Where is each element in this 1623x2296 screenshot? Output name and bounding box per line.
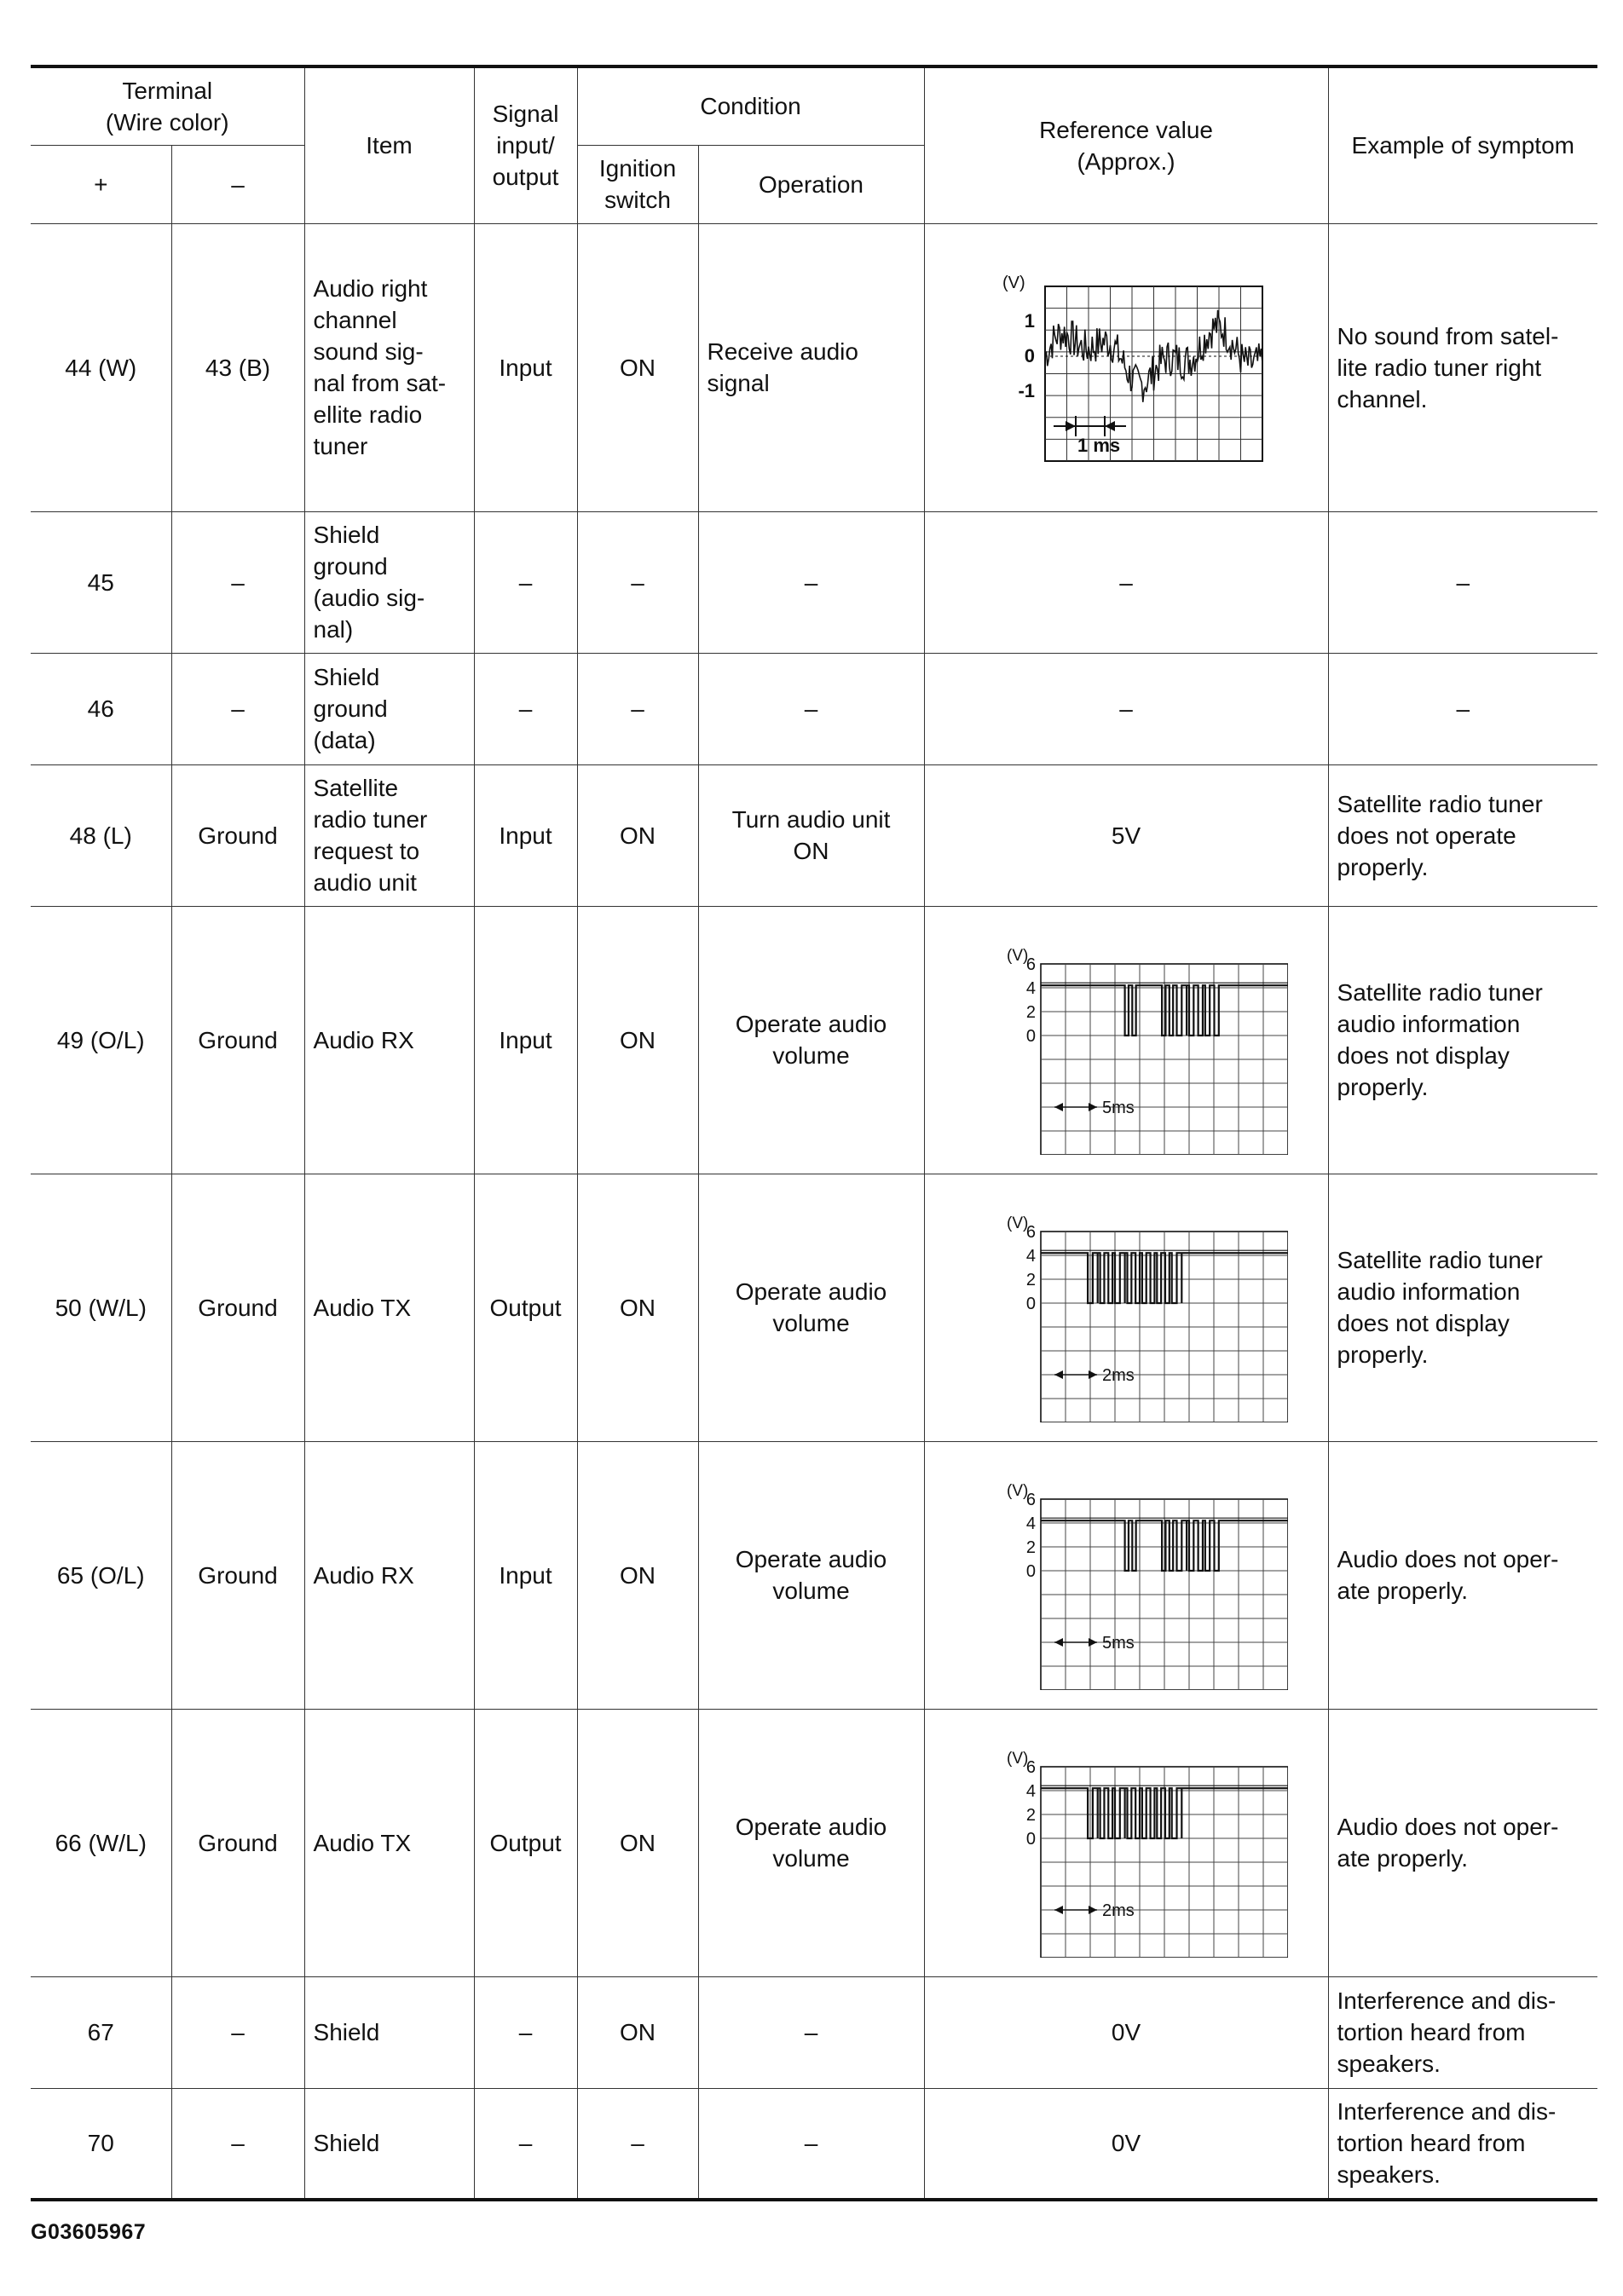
terminal-minus-cell: 43 (B) (171, 223, 304, 511)
ignition-cell: – (577, 653, 698, 764)
header-signal-io-line: output (492, 164, 559, 191)
operation-cell (698, 653, 924, 764)
symptom-line: properly. (1337, 1341, 1429, 1368)
item-cell (304, 2088, 474, 2200)
y-tick-label: 0 (1024, 345, 1036, 366)
reference-cell (924, 906, 1328, 1174)
rx-waveform-oscilloscope (964, 1460, 1288, 1690)
terminal-table (31, 65, 1597, 2201)
time-arrow-right (1089, 1906, 1097, 1914)
symptom-line: ate properly. (1337, 1578, 1469, 1604)
item-line: Audio TX (313, 1294, 412, 1321)
operation-line: – (804, 695, 818, 722)
ignition-cell: ON (577, 1976, 698, 2088)
signal-io-cell: – (474, 653, 577, 764)
header-reference-line: Reference value (1039, 116, 1213, 143)
ignition-cell: ON (577, 764, 698, 906)
terminal-minus-cell: Ground (171, 1174, 304, 1441)
item-line: sound sig- (313, 338, 424, 365)
item-line: ellite radio (313, 401, 423, 428)
symptom-line: channel. (1337, 385, 1428, 412)
header-signal-io (474, 66, 577, 223)
operation-line: – (804, 2130, 818, 2157)
item-line: Shield (313, 2019, 380, 2045)
time-scale-label: 5ms (1102, 1634, 1135, 1653)
terminal-plus-cell: 65 (O/L) (31, 1441, 171, 1709)
scope-unit-label: (V) (1007, 1214, 1029, 1232)
header-ignition-line: Ignition (598, 155, 677, 182)
header-minus: – (171, 145, 304, 223)
operation-line: Operate audio (735, 1011, 887, 1037)
scope-unit-label: (V) (1007, 1750, 1029, 1768)
ignition-cell: – (577, 2088, 698, 2200)
ignition-cell: ON (577, 1174, 698, 1441)
symptom-line: – (1456, 568, 1470, 596)
symptom-cell (1328, 1709, 1597, 1976)
item-line: Audio right (313, 275, 428, 302)
time-scale-label: 2ms (1102, 1901, 1135, 1920)
item-cell (304, 1174, 474, 1441)
y-tick-label: 1 (1024, 310, 1036, 332)
header-reference (924, 66, 1328, 223)
symptom-cell (1328, 1976, 1597, 2088)
operation-cell (698, 223, 924, 511)
ignition-cell: ON (577, 1709, 698, 1976)
reference-cell (924, 1709, 1328, 1976)
reference-cell (924, 1441, 1328, 1709)
time-arrow-left (1054, 1906, 1063, 1914)
item-line: tuner (313, 433, 368, 459)
y-tick-label: 6 (1025, 1223, 1037, 1242)
symptom-cell (1328, 764, 1597, 906)
terminal-plus-cell: 44 (W) (31, 223, 171, 511)
symptom-line: audio information (1337, 1278, 1521, 1305)
symptom-line: Satellite radio tuner (1337, 1247, 1543, 1273)
item-line: channel (313, 307, 397, 333)
signal-io-cell: Input (474, 764, 577, 906)
table-row (31, 1709, 1597, 1976)
item-cell (304, 906, 474, 1174)
header-symptom: Example of symptom (1328, 66, 1597, 223)
symptom-line: Satellite radio tuner (1337, 790, 1543, 817)
ignition-cell: – (577, 511, 698, 653)
symptom-line: audio information (1337, 1011, 1521, 1037)
scope-unit-label: (V) (1002, 274, 1025, 292)
operation-cell (698, 511, 924, 653)
y-tick-label: 6 (1025, 1491, 1037, 1509)
operation-cell (698, 906, 924, 1174)
operation-line: ON (793, 838, 829, 864)
time-arrow-right (1089, 1103, 1097, 1111)
time-arrow-left (1054, 1103, 1063, 1111)
header-terminal (31, 66, 304, 145)
terminal-plus-cell: 70 (31, 2088, 171, 2200)
time-scale-label: 2ms (1102, 1366, 1135, 1385)
item-line: request to (313, 838, 420, 864)
terminal-plus-cell: 66 (W/L) (31, 1709, 171, 1976)
item-line: (audio sig- (313, 585, 425, 611)
header-operation: Operation (698, 145, 924, 223)
symptom-cell (1328, 906, 1597, 1174)
operation-cell (698, 2088, 924, 2200)
y-tick-label: 2 (1025, 1538, 1037, 1557)
symptom-line: Audio does not oper- (1337, 1814, 1559, 1840)
rx-waveform-oscilloscope (964, 925, 1288, 1155)
y-tick-label: -1 (1018, 380, 1036, 401)
symptom-line: speakers. (1337, 2161, 1441, 2189)
item-line: nal from sat- (313, 370, 447, 396)
table-row (31, 1976, 1597, 2088)
symptom-cell (1328, 2088, 1597, 2200)
y-tick-label: 2 (1025, 1806, 1037, 1825)
table-row (31, 764, 1597, 906)
y-tick-label: 4 (1025, 1782, 1037, 1801)
terminal-minus-cell: – (171, 511, 304, 653)
operation-line: volume (772, 1042, 850, 1069)
signal-io-cell: Output (474, 1709, 577, 1976)
time-scale-label: 1 ms (1077, 435, 1121, 456)
operation-line: Operate audio (735, 1278, 887, 1305)
item-line: Audio TX (313, 1829, 412, 1856)
operation-line: – (804, 568, 818, 596)
item-line: audio unit (313, 869, 417, 896)
item-line: Shield (313, 2130, 380, 2157)
item-line: Audio RX (313, 1026, 414, 1053)
operation-line: Turn audio unit (731, 806, 891, 833)
time-arrow-left (1054, 1370, 1063, 1379)
header-signal-io-line: Signal (492, 101, 559, 128)
table-row (31, 1441, 1597, 1709)
reference-cell: 0V (924, 2088, 1328, 2200)
y-tick-label: 0 (1025, 1027, 1037, 1046)
time-arrow-right (1089, 1638, 1097, 1647)
symptom-line: Interference and dis- (1337, 2098, 1557, 2126)
operation-line: – (804, 2019, 818, 2045)
signal-io-cell: – (474, 1976, 577, 2088)
signal-io-cell: Input (474, 223, 577, 511)
terminal-minus-cell: – (171, 653, 304, 764)
y-tick-label: 4 (1025, 1514, 1037, 1533)
item-cell (304, 1709, 474, 1976)
table-row (31, 1174, 1597, 1441)
header-signal-io-line: input/ (496, 132, 555, 159)
figure-code: G03605967 (31, 2220, 147, 2244)
signal-io-cell: Output (474, 1174, 577, 1441)
scope-unit-label: (V) (1007, 1482, 1029, 1500)
time-arrow-left (1066, 421, 1076, 431)
operation-line: volume (772, 1845, 850, 1872)
item-line: Shield (313, 664, 380, 690)
terminal-plus-cell: 50 (W/L) (31, 1174, 171, 1441)
operation-line: volume (772, 1578, 850, 1604)
item-line: ground (313, 553, 388, 580)
terminal-plus-cell: 45 (31, 511, 171, 653)
symptom-line: does not operate (1337, 822, 1516, 849)
y-tick-label: 6 (1025, 1758, 1037, 1777)
table-row (31, 223, 1597, 511)
header-item: Item (304, 66, 474, 223)
operation-line: Operate audio (735, 1814, 887, 1840)
operation-cell (698, 1976, 924, 2088)
header-terminal-label: Terminal (122, 77, 213, 104)
item-line: nal) (313, 616, 354, 643)
reference-cell: 0V (924, 1976, 1328, 2088)
operation-line: Receive audio (707, 338, 858, 365)
terminal-plus-cell: 67 (31, 1976, 171, 2088)
y-tick-label: 2 (1025, 1271, 1037, 1289)
reference-cell (924, 1174, 1328, 1441)
reference-cell: – (924, 511, 1328, 653)
header-plus: + (31, 145, 171, 223)
symptom-line: No sound from satel- (1337, 322, 1559, 349)
symptom-cell (1328, 223, 1597, 511)
terminal-minus-cell: Ground (171, 764, 304, 906)
symptom-line: does not display (1337, 1310, 1510, 1336)
header-ignition (577, 145, 698, 223)
item-line: Audio RX (313, 1561, 414, 1589)
time-arrow-right (1089, 1370, 1097, 1379)
reference-cell (924, 223, 1328, 511)
symptom-line: tortion heard from (1337, 2130, 1526, 2157)
terminal-reference-sheet (31, 65, 1597, 2201)
symptom-cell (1328, 511, 1597, 653)
header-condition: Condition (577, 66, 924, 145)
symptom-line: ate properly. (1337, 1845, 1469, 1872)
tx-waveform-oscilloscope (964, 1728, 1288, 1958)
table-row (31, 2088, 1597, 2200)
symptom-line: does not display (1337, 1042, 1510, 1069)
reference-cell: 5V (924, 764, 1328, 906)
operation-cell (698, 1709, 924, 1976)
table-body (31, 223, 1597, 2200)
y-tick-label: 0 (1025, 1830, 1037, 1849)
reference-cell: – (924, 653, 1328, 764)
header-reference-line: (Approx.) (1077, 147, 1175, 175)
symptom-line: tortion heard from (1337, 2019, 1526, 2045)
digital-signal-trace (1041, 1788, 1288, 1838)
terminal-minus-cell: Ground (171, 1709, 304, 1976)
terminal-minus-cell: – (171, 2088, 304, 2200)
operation-line: volume (772, 1310, 850, 1336)
y-tick-label: 6 (1025, 955, 1037, 974)
signal-io-cell: – (474, 511, 577, 653)
symptom-line: – (1456, 695, 1470, 722)
operation-cell (698, 1174, 924, 1441)
item-line: Satellite (313, 775, 399, 801)
digital-signal-trace (1041, 1253, 1288, 1303)
symptom-line: lite radio tuner right (1337, 354, 1542, 381)
time-arrow-left (1054, 1638, 1063, 1647)
signal-io-cell: Input (474, 1441, 577, 1709)
operation-cell (698, 764, 924, 906)
time-scale-label: 5ms (1102, 1099, 1135, 1117)
terminal-plus-cell: 49 (O/L) (31, 906, 171, 1174)
ignition-cell: ON (577, 223, 698, 511)
symptom-line: Interference and dis- (1337, 1987, 1557, 2014)
symptom-cell (1328, 1174, 1597, 1441)
symptom-line: Audio does not oper- (1337, 1546, 1559, 1572)
operation-cell (698, 1441, 924, 1709)
tx-waveform-oscilloscope (964, 1192, 1288, 1422)
item-line: ground (313, 695, 388, 722)
table-row (31, 906, 1597, 1174)
item-cell (304, 764, 474, 906)
table-row (31, 511, 1597, 653)
item-cell (304, 1976, 474, 2088)
symptom-cell (1328, 653, 1597, 764)
table-row (31, 653, 1597, 764)
ignition-cell: ON (577, 1441, 698, 1709)
terminal-minus-cell: Ground (171, 1441, 304, 1709)
item-cell (304, 223, 474, 511)
audio-waveform-oscilloscope (985, 269, 1267, 465)
symptom-line: speakers. (1337, 2051, 1441, 2077)
y-tick-label: 0 (1025, 1295, 1037, 1313)
ignition-cell: ON (577, 906, 698, 1174)
item-cell (304, 1441, 474, 1709)
header-wire-color-label: (Wire color) (105, 108, 229, 136)
symptom-line: properly. (1337, 853, 1429, 880)
scope-unit-label: (V) (1007, 947, 1029, 965)
y-tick-label: 2 (1025, 1003, 1037, 1022)
y-tick-label: 0 (1025, 1562, 1037, 1581)
y-tick-label: 4 (1025, 979, 1037, 998)
signal-io-cell: Input (474, 906, 577, 1174)
signal-io-cell: – (474, 2088, 577, 2200)
item-line: (data) (313, 727, 376, 753)
terminal-plus-cell: 46 (31, 653, 171, 764)
terminal-plus-cell: 48 (L) (31, 764, 171, 906)
operation-line: signal (707, 370, 770, 396)
header-ignition-line: switch (604, 187, 671, 213)
item-line: Shield (313, 522, 380, 548)
operation-line: Operate audio (735, 1546, 887, 1572)
symptom-cell (1328, 1441, 1597, 1709)
symptom-line: properly. (1337, 1074, 1429, 1100)
item-cell (304, 511, 474, 653)
item-cell (304, 653, 474, 764)
y-tick-label: 4 (1025, 1247, 1037, 1266)
terminal-minus-cell: Ground (171, 906, 304, 1174)
terminal-minus-cell: – (171, 1976, 304, 2088)
symptom-line: Satellite radio tuner (1337, 979, 1543, 1006)
item-line: radio tuner (313, 806, 428, 833)
